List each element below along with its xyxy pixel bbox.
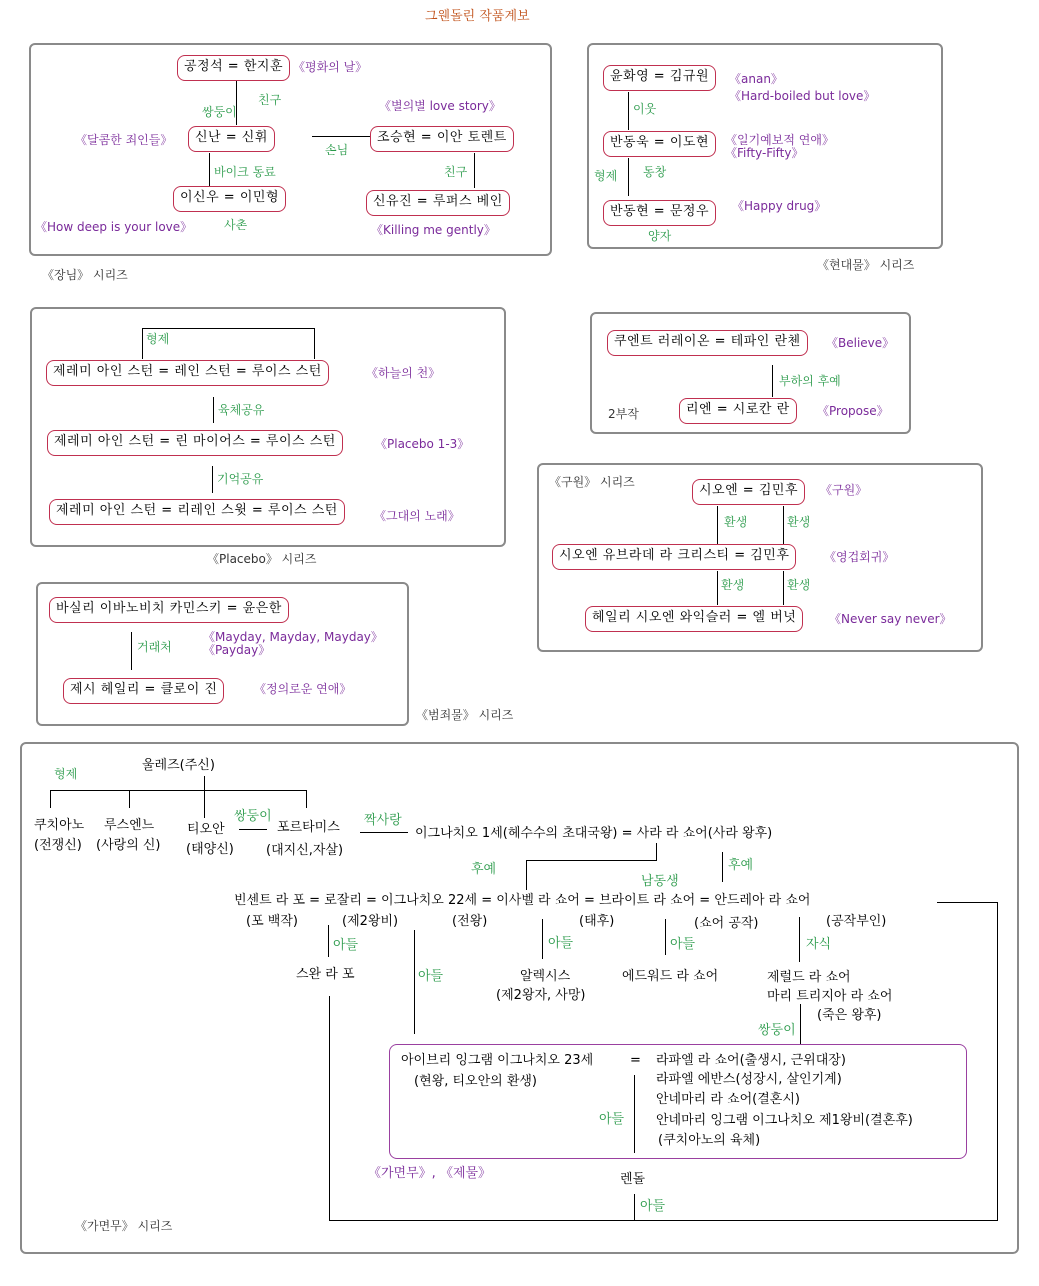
connector-line xyxy=(526,860,527,890)
royal-line: 빈센트 라 포 = 로잘리 = 이그나치오 22세 = 이사벨 라 쇼어 = 브라이트 라 쇼어 = 안드레아 라 쇼어 xyxy=(234,893,811,908)
work-title: 《구원》 xyxy=(820,483,868,497)
couple-box: 신유진 = 루퍼스 베인 xyxy=(366,190,510,216)
connector-line xyxy=(328,925,329,957)
connector-line xyxy=(717,571,718,605)
work-title: 《Fifty-Fifty》 xyxy=(725,146,804,160)
connector-line xyxy=(212,466,213,493)
work-title: 《가면무》, 《제물》 xyxy=(368,1166,492,1181)
connector-line xyxy=(142,328,143,359)
relation-label: 이웃 xyxy=(633,102,657,116)
work-title: 《Believe》 xyxy=(826,336,895,350)
person-title: (제2왕비) xyxy=(342,914,399,929)
connector-line xyxy=(628,92,629,130)
relation-label: 자식 xyxy=(806,937,832,952)
relation-label: 아들 xyxy=(418,969,444,984)
work-title: 《정의로운 연애》 xyxy=(254,682,352,696)
connector-line xyxy=(50,790,51,808)
relation-label: 손님 xyxy=(325,143,349,157)
series-caption: 《Placebo》 시리즈 xyxy=(207,552,317,566)
relation-label: 환생 xyxy=(724,515,748,529)
relation-label: 바이크 동료 xyxy=(214,165,276,179)
person-title: (쇼어 공작) xyxy=(694,916,759,931)
god-name: 루스엔느 xyxy=(104,818,155,833)
relation-label: 양자 xyxy=(648,229,672,243)
series-caption: 《현대물》 시리즈 xyxy=(817,258,915,272)
god-name: 포르타미스 xyxy=(277,820,340,835)
connector-line xyxy=(526,860,657,861)
relation-label: 거래처 xyxy=(137,640,172,654)
work-title: 《anan》 xyxy=(729,72,783,86)
series-caption: 《장님》 시리즈 xyxy=(42,268,128,282)
relation-label: 아들 xyxy=(599,1112,625,1127)
person-title: (포 백작) xyxy=(246,914,298,929)
relation-label: 아들 xyxy=(670,937,696,952)
couple-box: 제레미 아인 스턴 = 린 마이어스 = 루이스 스턴 xyxy=(47,430,343,456)
equals-sign: = xyxy=(630,1053,641,1068)
couple-box: 시오엔 유브라데 라 크리스티 = 김민후 xyxy=(552,544,796,570)
god-title: (태양신) xyxy=(186,842,234,857)
person-name: 제럴드 라 쇼어 xyxy=(767,970,851,985)
couple-box: 이신우 = 이민형 xyxy=(173,186,286,212)
work-title: 《달콤한 죄인들》 xyxy=(75,133,173,147)
person-name: 알렉시스 xyxy=(520,969,571,984)
connector-line xyxy=(360,832,408,833)
connector-line xyxy=(800,1004,801,1045)
connector-line xyxy=(129,790,130,808)
connector-line xyxy=(634,1075,635,1153)
relation-label: 아들 xyxy=(640,1199,666,1214)
relation-label: 쌍둥이 xyxy=(758,1023,796,1038)
work-title: 《Killing me gently》 xyxy=(371,223,496,237)
work-title: 《영겁회귀》 xyxy=(824,550,895,564)
couple-box: 제레미 아인 스턴 = 리레인 스윗 = 루이스 스턴 xyxy=(49,499,345,525)
person-name: 에드워드 라 쇼어 xyxy=(622,969,719,984)
connector-line xyxy=(204,790,205,818)
spouse-name: 안네마리 잉그램 이그나치오 제1왕비(결혼후) xyxy=(656,1113,913,1128)
connector-line xyxy=(329,1220,998,1221)
relation-label: 기억공유 xyxy=(217,472,264,486)
work-title: 《Hard-boiled but love》 xyxy=(729,89,876,103)
relation-label: 아들 xyxy=(333,938,359,953)
work-title: 《Placebo 1-3》 xyxy=(375,437,470,451)
person-title: (태후) xyxy=(579,914,615,929)
connector-line xyxy=(306,790,307,808)
chief-god: 울레즈(주신) xyxy=(142,758,215,773)
connector-line xyxy=(783,506,784,544)
relation-label: 후예 xyxy=(471,862,497,877)
god-name: 티오안 xyxy=(187,822,225,837)
connector-line xyxy=(131,632,132,670)
work-title: 《Payday》 xyxy=(203,643,271,657)
couple-box: 윤화영 = 김규원 xyxy=(603,65,716,91)
relation-label: 환생 xyxy=(787,515,811,529)
god-name: 쿠치아노 xyxy=(34,818,85,833)
couple-box: 제레미 아인 스턴 = 레인 스턴 = 루이스 스턴 xyxy=(46,360,329,386)
connector-line xyxy=(239,829,267,830)
spouse-name: 라파엘 에반스(성장시, 살인기계) xyxy=(656,1072,842,1087)
person-name: 아이브리 잉그램 이그나치오 23세 xyxy=(401,1053,594,1068)
couple-box: 바실리 이바노비치 카민스키 = 윤은한 xyxy=(49,597,289,623)
connector-line xyxy=(542,919,543,959)
work-title: 《Propose》 xyxy=(817,404,889,418)
spouse-title: (쿠치아노의 육체) xyxy=(658,1133,761,1148)
connector-line xyxy=(665,919,666,955)
connector-line xyxy=(414,930,415,1034)
god-title: (전쟁신) xyxy=(34,838,82,853)
series-caption: 《가면무》 시리즈 xyxy=(75,1219,173,1233)
relation-label: 환생 xyxy=(787,578,811,592)
couple-box: 시오엔 = 김민후 xyxy=(692,479,805,505)
couple-box: 조승현 = 이안 토렌트 xyxy=(370,126,514,152)
person-name: 마리 트리지아 라 쇼어 xyxy=(767,989,893,1004)
couple-box: 공정석 = 한지훈 xyxy=(177,55,290,81)
relation-label: 사촌 xyxy=(224,218,248,232)
relation-label: 쌍둥이 xyxy=(234,809,272,824)
part-label: 2부작 xyxy=(608,407,639,421)
relation-label: 친구 xyxy=(258,93,282,107)
relation-label: 아들 xyxy=(548,936,574,951)
connector-line xyxy=(722,852,723,882)
connector-line xyxy=(997,902,998,1221)
relation-label: 육체공유 xyxy=(218,403,265,417)
connector-line xyxy=(204,776,205,790)
work-title: 《평화의 날》 xyxy=(293,60,368,74)
spouse-name: 안네마리 라 쇼어(결혼시) xyxy=(656,1092,800,1107)
spouse-name: 라파엘 라 쇼어(출생시, 근위대장) xyxy=(656,1053,846,1068)
connector-line xyxy=(717,506,718,544)
connector-line xyxy=(634,1194,635,1221)
relation-label: 후예 xyxy=(728,858,754,873)
connector-line xyxy=(209,153,210,186)
connector-line xyxy=(799,917,800,962)
relation-label: 형제 xyxy=(594,169,618,183)
relation-label: 형제 xyxy=(146,332,170,346)
couple-box: 리엔 = 시로칸 란 xyxy=(679,398,797,424)
connector-line xyxy=(50,790,307,791)
couple-box: 반동현 = 문정우 xyxy=(603,200,716,226)
couple-box: 신난 = 신휘 xyxy=(188,126,275,152)
connector-line xyxy=(329,996,330,1221)
person-title: (제2왕자, 사망) xyxy=(496,988,586,1003)
connector-line xyxy=(628,158,629,196)
relation-label: 형제 xyxy=(54,767,78,781)
god-title: (대지신,자살) xyxy=(266,843,344,858)
relation-label: 환생 xyxy=(721,578,745,592)
person-title: (전왕) xyxy=(452,914,488,929)
god-title: (사랑의 신) xyxy=(96,838,161,853)
work-title: 《How deep is your love》 xyxy=(35,220,193,234)
work-title: 《일기예보적 연애》 xyxy=(725,133,834,147)
connector-line xyxy=(314,328,315,359)
relation-label: 쌍둥이 xyxy=(202,105,237,119)
relation-label: 친구 xyxy=(444,165,468,179)
relation-label: 부하의 후예 xyxy=(779,374,841,388)
connector-line xyxy=(142,328,315,329)
person-name: 스완 라 포 xyxy=(296,967,355,982)
person-title: (현왕, 티오안의 환생) xyxy=(414,1074,538,1089)
connector-line xyxy=(772,365,773,397)
relation-label: 남동생 xyxy=(641,874,679,889)
work-title: 《Never say never》 xyxy=(829,612,952,626)
king-line: 이그나치오 1세(헤수수의 초대국왕) = 사라 라 쇼어(사라 왕후) xyxy=(415,826,773,841)
connector-line xyxy=(213,397,214,423)
connector-line xyxy=(474,153,475,188)
connector-line xyxy=(937,902,997,903)
work-title: 《별의별 love story》 xyxy=(379,99,501,113)
couple-box: 쿠엔트 러레이온 = 테파인 란첸 xyxy=(607,330,808,356)
page-title: 그웬돌린 작품계보 xyxy=(425,9,530,24)
work-title: 《Mayday, Mayday, Mayday》 xyxy=(203,630,383,644)
series-caption: 《범죄물》 시리즈 xyxy=(416,708,514,722)
relation-label: 짝사랑 xyxy=(364,813,402,828)
connector-line xyxy=(783,571,784,605)
connector-line xyxy=(656,843,657,860)
relation-label: 동창 xyxy=(643,165,667,179)
work-title: 《Happy drug》 xyxy=(732,199,827,213)
couple-box: 반동욱 = 이도현 xyxy=(603,131,716,157)
couple-box: 헤일리 시오엔 와익슬러 = 엘 버넛 xyxy=(585,606,803,632)
couple-box: 제시 헤일리 = 클로이 진 xyxy=(63,678,224,704)
person-name: 렌돌 xyxy=(620,1172,646,1187)
person-title: (죽은 왕후) xyxy=(817,1008,882,1023)
person-title: (공작부인) xyxy=(826,914,887,929)
work-title: 《하늘의 천》 xyxy=(366,366,441,380)
connector-line xyxy=(312,136,372,137)
work-title: 《그대의 노래》 xyxy=(374,509,460,523)
series-caption: 《구원》 시리즈 xyxy=(549,475,635,489)
